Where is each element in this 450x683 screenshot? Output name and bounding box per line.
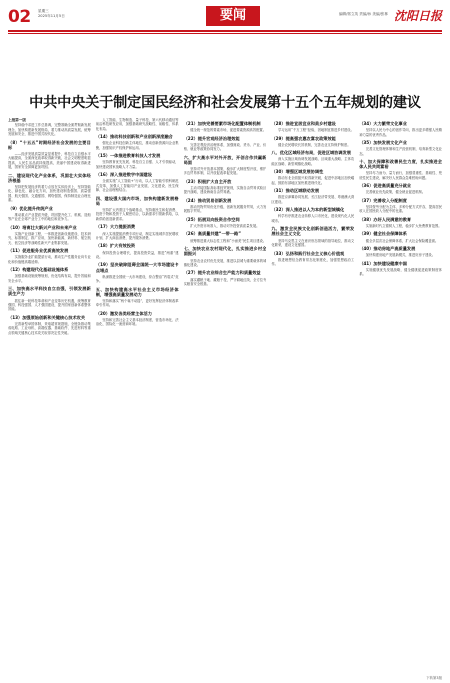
paragraph: 强化企业科技创新主体地位，推动创新资源向企业集聚，加强知识产权保护和运用。 <box>95 141 179 150</box>
weekday: 星期三 <box>38 9 49 13</box>
header-rule <box>8 30 442 32</box>
paragraph: 落实藏粮于地、藏粮于技，严守耕地红线，全方位夯实粮食安全根基。 <box>183 277 267 286</box>
paragraph: 健全农民增收长效机制，完善农业支持保护制度。 <box>277 142 351 147</box>
paragraph: 统筹推进重大标志性工程和“小而美”民生项目建设。 <box>190 238 267 243</box>
byline: 上接第一版 <box>8 118 26 122</box>
paragraph: 坚持和落实“两个毫不动摇”，更好发挥经济体制改革牵引作用。 <box>95 298 179 308</box>
paragraph: 加快构建房地产发展新模式，推进好房子建设。 <box>365 253 436 258</box>
continued-note: 下转第3版 <box>426 676 442 680</box>
text-column <box>96 118 179 669</box>
subheading: （16）深入推进数字中国建设 <box>95 172 152 178</box>
subheading: 十、加大保障和改善民生力度，扎实推进全体人民共同富裕 <box>359 159 442 170</box>
subheading: （40）推动房地产高质量发展 <box>359 246 416 252</box>
subheading: 四、建设强大国内市场，加快构建新发展格局 <box>95 195 179 206</box>
paragraph: 坚持对外开放基本国策，稳步扩大制度型开放，维护多边贸易体制，以开放促改革促发展。 <box>183 167 267 176</box>
paragraph: 深入实施提振消费专项行动，制定实施城乡居民增收计划，扩大商品消费，提升服务消费。 <box>95 231 179 240</box>
subheading: （18）扩大有效投资 <box>95 243 136 249</box>
paragraph: 推动东北全面振兴取得新突破，促进中部地区加快崛起，鼓励东部地区加快推进现代化。 <box>271 176 355 185</box>
subheading: （27）提升农业综合生产能力和质量效益 <box>183 270 261 276</box>
text-column <box>8 118 91 669</box>
subheading: （22）提升宏观经济治理效能 <box>183 135 240 141</box>
paragraph: 坚持农业农村优先发展，推进以县城为重要载体的城镇化建设。 <box>183 258 267 267</box>
paragraph: 抓住新一轮科技革命和产业变革历史机遇，统筹教育强国、科技强国、人才强国建设，提升国家创新体系整体效能。 <box>8 298 91 312</box>
subheading: （35）加快发展文化产业 <box>359 140 407 146</box>
article-body <box>8 118 442 669</box>
paragraph: 坚持把发展经济的着力点放在实体经济上，坚持智能化、绿色化、融合化方向，加快建设制造强国、质量强国、航天强国、交通强国、网络强国，保持制造业合理比重。 <box>8 185 91 203</box>
paragraph: 完善新型举国体制，采取超常规措施，全链条推动集成电路、工业母机、高端仪器、基础软件、先进材料等重点领域关键核心技术攻关取得决定性突破。 <box>8 321 91 335</box>
subheading: （15）一体推进教育科技人才发展 <box>95 153 161 159</box>
subheading: （19）坚决破除阻碍全国统一大市场建设卡点堵点 <box>95 262 179 273</box>
paragraph: 主动对接国际高标准经贸规则，实施自由贸易试验区提升战略，建设海南自由贸易港。 <box>183 186 267 195</box>
paragraph: 加强基础设施统筹规划，优化结构布局，提升效能和安全水平。 <box>8 274 91 283</box>
section-label: 要闻 <box>206 6 260 26</box>
paragraph: 坚持和完善社会主义基本经济制度，营造市场化、法治化、国际化一流营商环境。 <box>95 317 179 327</box>
paragraph: 实施新时代立德树人工程，稳步扩大免费教育范围。 <box>365 224 442 229</box>
subheading: 六、扩大高水平对外开放，开创合作共赢新局面 <box>183 154 267 165</box>
page-number: 02 <box>8 7 31 27</box>
subheading: （10）培育壮大新兴产业和未来产业 <box>8 224 77 230</box>
subheading: （17）大力提振消费 <box>95 224 136 230</box>
subheading: 五、加快构建高水平社会主义市场经济体制，增强高质量发展动力 <box>95 286 179 297</box>
paragraph: 科学有序推进农业转移人口市民化，建设现代化人民城市。 <box>271 214 355 223</box>
date: 2025年11月5日 <box>38 14 65 18</box>
subheading: 三、加快高水平科技自立自强，引领发展新质生产力 <box>8 286 91 297</box>
subheading: （32）深入推进以人为本的新型城镇化 <box>271 207 345 213</box>
paragraph: ——经济发展质量效益显著提升，科技自立自强水平大幅提高，全面深化改革取得新突破，社会文明程度明显提高，人民生活品质持续提高，美丽中国建设取得新进展，国家安全屏障更加巩固。 <box>8 152 91 170</box>
article-headline: 中共中央关于制定国民经济和社会发展第十五个五年规划的建议 <box>29 95 421 111</box>
paragraph: 坚持教育优先发展、科技自立自强、人才引领驱动，加快建设国家战略人才力量。 <box>95 160 179 169</box>
paragraph: 全面实施“人工智能+”行动，以人工智能引领科研范式变革，加强人工智能同产业发展、文化建设、民生保障、社会治理相结合。 <box>95 179 179 193</box>
paragraph: 推进京津冀协同发展、长江经济带发展、粤港澳大湾区建设。 <box>271 195 355 204</box>
subheading: （37）完善收入分配制度 <box>359 197 407 203</box>
subheading: 八、优化区域经济布局，促进区域协调发展 <box>271 150 351 156</box>
paragraph: 健全多层次社会保障体系，扩大社会保险覆盖面。 <box>365 238 439 243</box>
paragraph: 纵深推进全国统一大市场建设，综合整治“内卷式”竞争。 <box>95 274 179 284</box>
subheading: （39）健全社会保障体系 <box>359 231 407 237</box>
text-column <box>359 118 442 669</box>
paragraph: 坚持稳中求进工作总基调，完整准确全面贯彻新发展理念，加快构建新发展格局，着力推动高质量发展，统筹发展和安全，推进中国式现代化。 <box>8 123 91 137</box>
paragraph: 学习运用“千万工程”经验，因地制宜推进乡村建设。 <box>277 128 354 133</box>
paragraph: 推动重点产业提质升级，巩固提升化工、机械、造船等产业在全球产业分工中的地位和竞争力。 <box>8 212 91 222</box>
paragraph: 健全统一规范的要素市场，促进要素资源高效配置。 <box>190 128 267 133</box>
paragraph: 保持投资合理增长，提高投资效益，推进“两重”建设。 <box>95 250 179 259</box>
subheading: （14）推动科技创新和产业创新深度融合 <box>95 134 173 140</box>
subheading: （25）拓展双向投资合作空间 <box>183 216 240 222</box>
subheading: （11）促进服务业优质高效发展 <box>8 248 69 254</box>
subheading: （26）高质量共建“一带一路” <box>183 231 241 237</box>
paragraph: 深入实施区域协调发展战略、区域重大战略、主体功能区战略、新型城镇化战略。 <box>271 157 355 166</box>
paragraph: 完善就业优先政策，健全就业促进机制。 <box>365 190 426 195</box>
subheading: 九、激发全民族文化创新创造活力，繁荣发展社会主义文化 <box>271 226 355 237</box>
subheading: （20）激发各类经营主体活力 <box>95 310 152 316</box>
paragraph: 实施健康优先发展战略，健全健康促进政策制度体系。 <box>359 267 442 277</box>
text-column <box>271 118 354 669</box>
issue-date <box>38 9 65 19</box>
subheading: （34）大力繁荣文化事业 <box>359 121 407 126</box>
paragraph: 坚持马克思主义在意识形态领域的指导地位，推动文化繁荣，建设文化强国。 <box>271 238 355 248</box>
subheading: （13）加强原始创新和关键核心技术攻关 <box>8 314 86 320</box>
paragraph: 完善文化管理体制和生产经营机制，培育新型文化业态。 <box>359 147 442 156</box>
subheading: （23）积极扩大自主开放 <box>183 178 232 184</box>
paragraph: 坚持按劳分配为主体、多种分配方式并存，提高居民收入在国民收入分配中的比重。 <box>359 205 442 214</box>
subheading: （30）增强区域发展协调性 <box>271 169 324 175</box>
subheading: 七、加快农业农村现代化，扎实推进乡村全面振兴 <box>183 246 267 257</box>
page-footer <box>8 672 442 680</box>
subheading: （28）推进宜居宜业和美乡村建设 <box>271 121 336 126</box>
subheading: 二、建设现代化产业体系，巩固壮大实体经济根基 <box>8 172 91 183</box>
subheading: （24）推动贸易创新发展 <box>183 197 232 203</box>
subheading: （33）弘扬和践行社会主义核心价值观 <box>271 250 345 256</box>
subheading: （31）推动区域联动发展 <box>271 188 320 194</box>
subheading: （41）加快建设健康中国 <box>359 260 407 266</box>
subheading: （21）加快完善要素市场化配置体制机制 <box>183 121 261 126</box>
paragraph: 扩大外资市场准入，推动对外投资高质量发展。 <box>190 224 260 229</box>
paragraph: 完善宏观经济治理体系，加强财政、货币、产业、价格、就业等政策协同发力。 <box>183 142 267 152</box>
subheading: （12）构建现代化基础设施体系 <box>8 267 69 273</box>
header-rule-thin <box>8 33 442 34</box>
paragraph: 推动货物贸易优化升级，创新发展服务贸易，大力发展数字贸易。 <box>183 205 267 214</box>
paragraph: 实施服务业扩能提质行动，推动生产性服务业向专业化和价值链高端延伸。 <box>8 255 91 264</box>
editor-credits: 编辑/郭立英 责编/孙 美编/张林 <box>338 12 388 16</box>
paragraph: 人工智能、生物制造、量子科技、第六代移动通信等前沿科技研发应用，加强基础研究战略性、前瞻性、体系化布局。 <box>95 118 179 131</box>
subheading: （9）优化提升传统产业 <box>8 205 53 211</box>
paragraph: 坚持尽力而为、量力而行，加强普惠性、基础性、兜底性民生建设，解决好人民群众急难愁盼问题。 <box>359 171 442 180</box>
text-column <box>184 118 267 669</box>
masthead <box>8 6 442 28</box>
subheading: （36）促进高质量充分就业 <box>359 183 412 189</box>
paragraph: 实施产业创新工程，一体推进创新设施建设、技术研究、标准制定、推广应用，加快新能源、新材料、航空航天、低空经济等战略性新兴产业集群发展。 <box>8 231 91 245</box>
paragraph: 坚持以人民为中心的创作导向，推出更多增强人民精神力量的优秀作品。 <box>359 128 442 137</box>
subheading: （29）提高强农惠农富农政策效能 <box>271 135 336 141</box>
newspaper-logo: 沈阳日报 <box>393 9 442 23</box>
subheading: （38）办好人民满意的教育 <box>359 216 412 222</box>
subheading: （8）“十五五”时期经济社会发展的主要目标 <box>8 139 91 150</box>
paragraph: 推进理想信念教育常态化制度化，加强思想政治工作。 <box>271 257 355 267</box>
paragraph: 坚持扩大内需这个战略基点，坚持惠民生和促消费、投资于物和投资于人紧密结合，以新需求引领新供给，以新供给创造新需求。 <box>95 208 179 221</box>
